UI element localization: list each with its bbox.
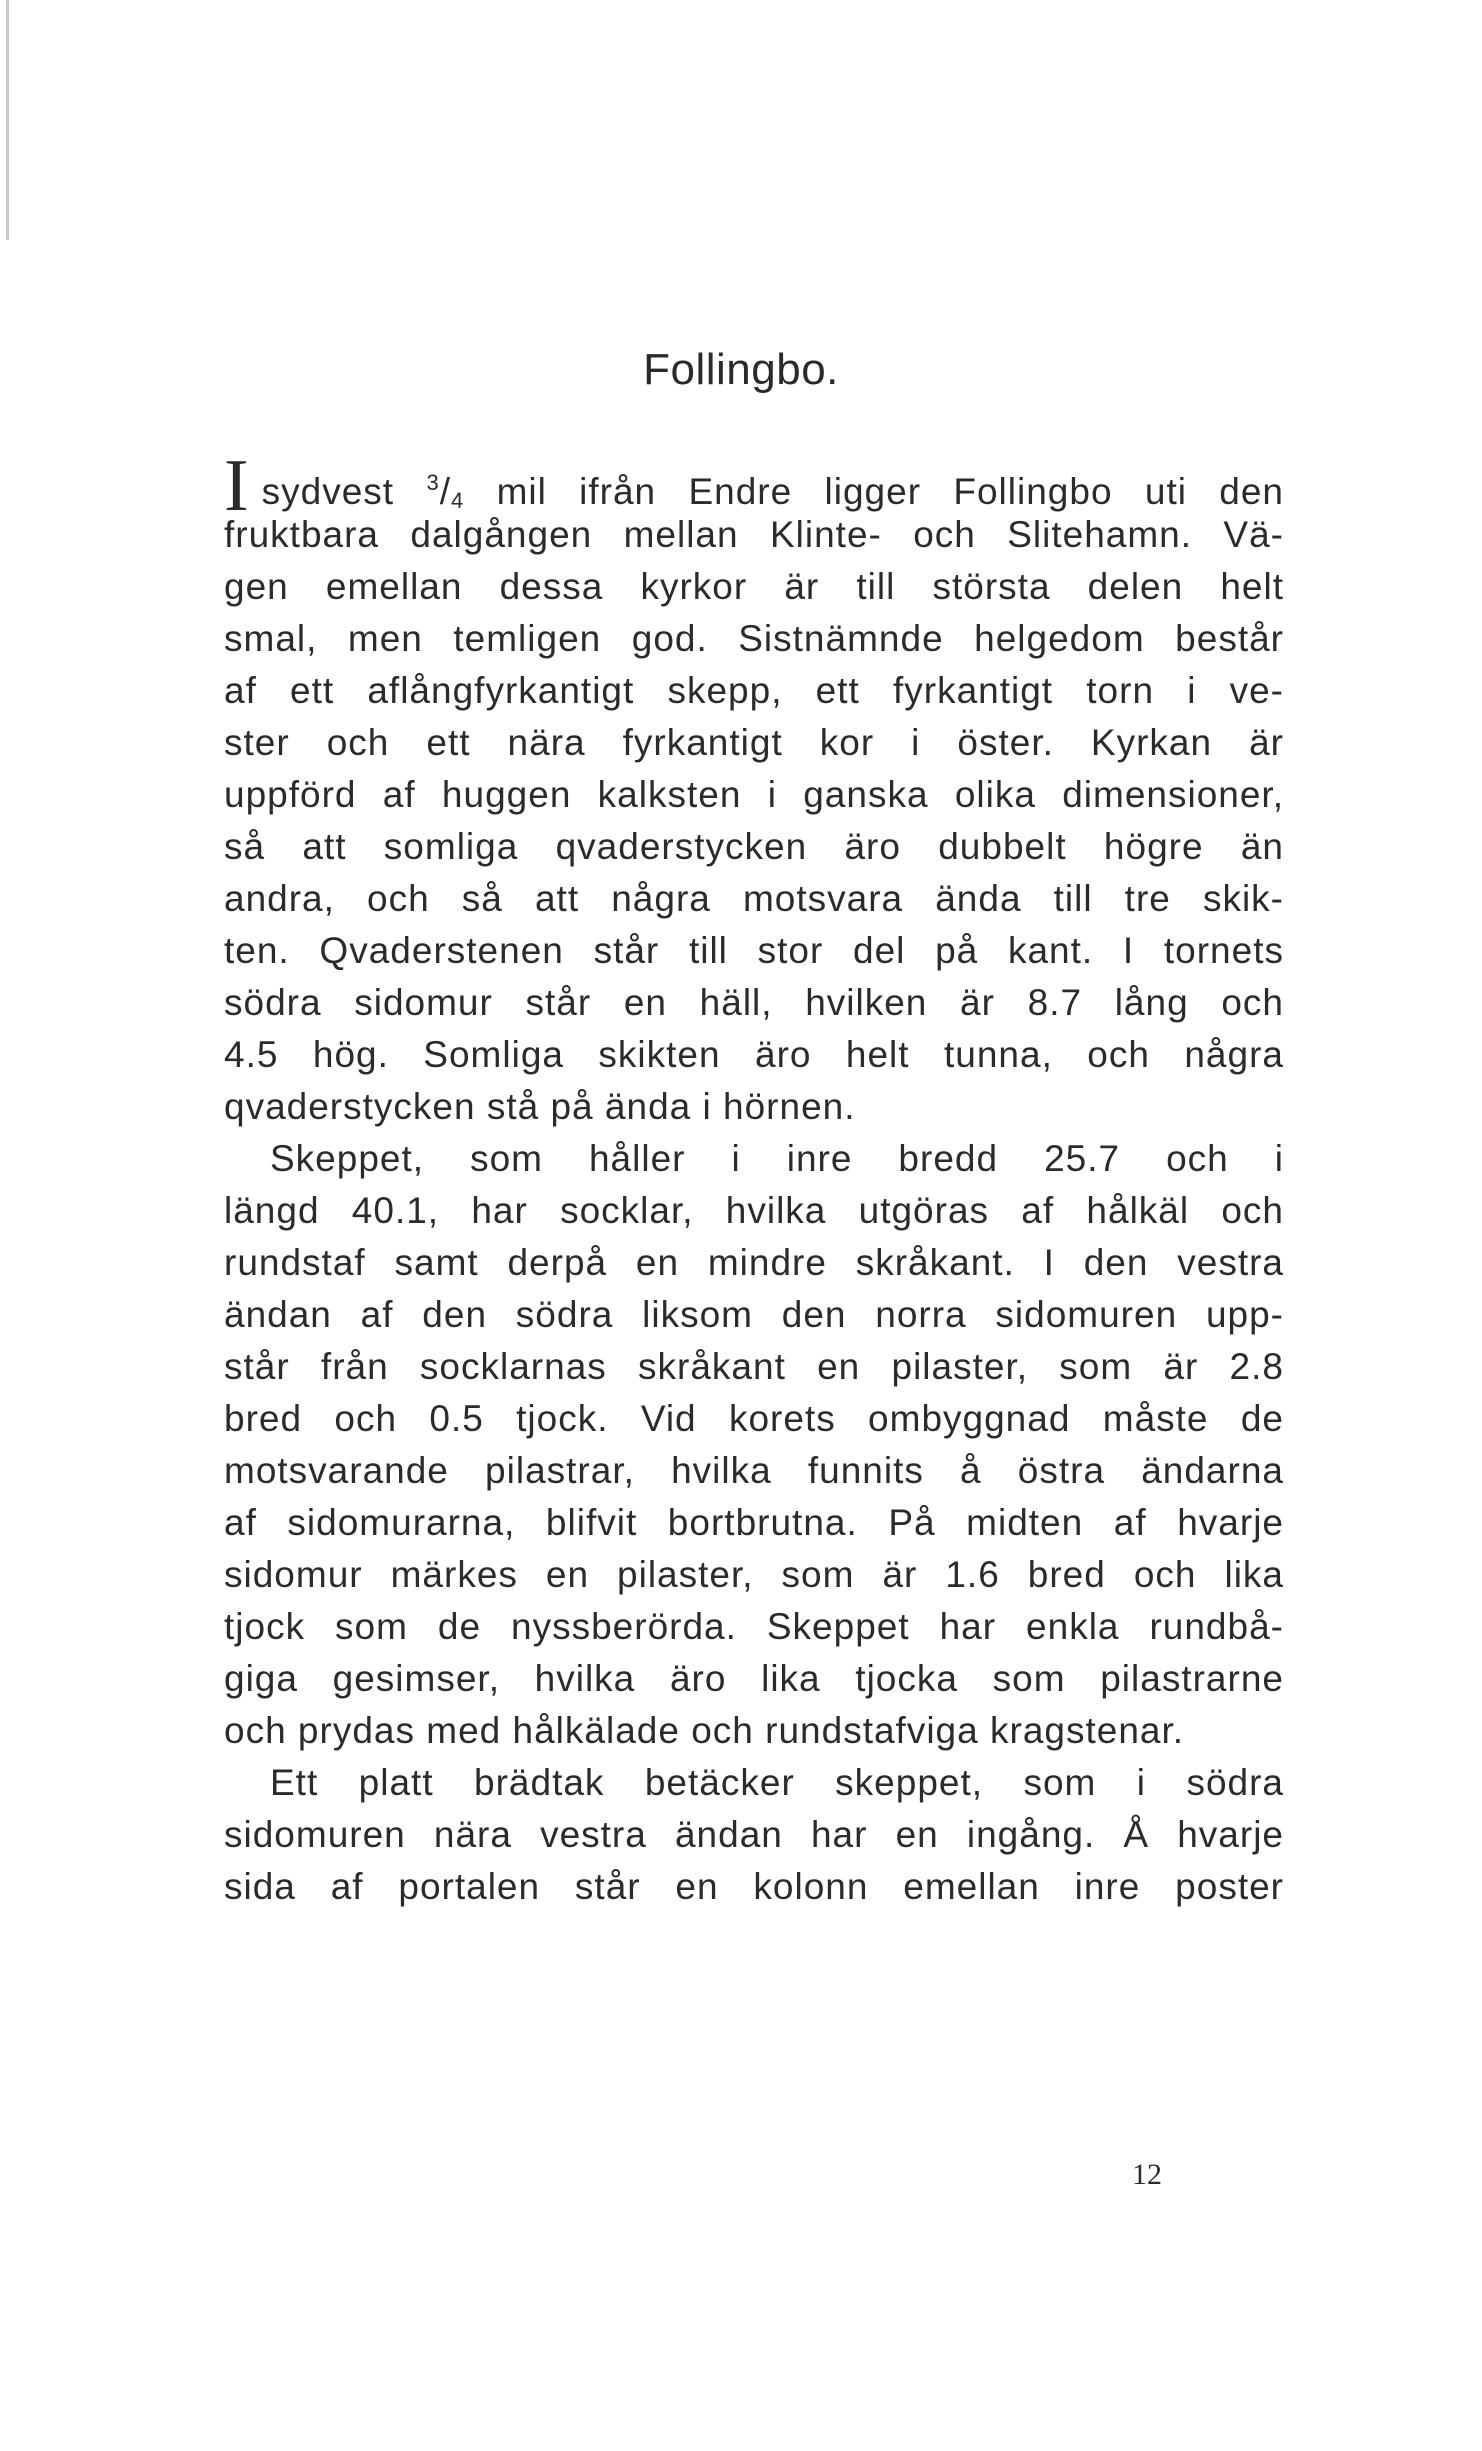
page-number: 12	[1132, 2158, 1162, 2191]
fraction-separator: /	[439, 471, 451, 512]
text-line: af ett aflångfyrkantigt skepp, ett fyrkantigt torn i ve-	[224, 670, 1284, 711]
text-line: rundstaf samt derpå en mindre skråkant. I den vestra	[224, 1242, 1284, 1283]
text-line: 4.5 hög. Somliga skikten äro helt tunna, och några	[224, 1034, 1284, 1075]
text-line: tjock som de nyssberörda. Skeppet har enkla rundbå-	[224, 1606, 1284, 1647]
text-line: står från socklarnas skråkant en pilaster, som är 2.8	[224, 1346, 1284, 1387]
text-line: Skeppet, som håller i inre bredd 25.7 och i	[270, 1138, 1284, 1179]
text-line	[224, 445, 1285, 527]
text-line: gen emellan dessa kyrkor är till största delen helt	[224, 566, 1284, 607]
fraction-denominator: 4	[450, 488, 465, 513]
text-line: bred och 0.5 tjock. Vid korets ombyggnad måste de	[224, 1398, 1284, 1439]
text-line: giga gesimser, hvilka äro lika tjocka som pilastrarne	[224, 1658, 1284, 1699]
text-line: uppförd af huggen kalksten i ganska olika dimensioner,	[224, 774, 1284, 815]
text-line: fruktbara dalgången mellan Klinte- och Slitehamn. Vä-	[224, 514, 1284, 555]
text-line: sidomur märkes en pilaster, som är 1.6 bred och lika	[224, 1554, 1284, 1595]
text-line: ster och ett nära fyrkantigt kor i öster. Kyrkan är	[224, 722, 1284, 763]
text-line: andra, och så att några motsvara ända till tre skik-	[224, 878, 1284, 919]
fraction	[426, 471, 464, 512]
page-edge-line	[6, 0, 9, 240]
text-segment: mil ifrån Endre ligger Follingbo uti den	[496, 471, 1285, 512]
page-title: Follingbo.	[643, 345, 839, 394]
text-line: motsvarande pilastrar, hvilka funnits å östra ändarna	[224, 1450, 1284, 1491]
text-line: qvaderstycken stå på ända i hörnen.	[224, 1086, 856, 1127]
text-line: så att somliga qvaderstycken äro dubbelt högre än	[224, 826, 1284, 867]
text-line: ten. Qvaderstenen står till stor del på kant. I tornets	[224, 930, 1284, 971]
text-line: sida af portalen står en kolonn emellan inre poster	[224, 1866, 1284, 1907]
text-line: södra sidomur står en häll, hvilken är 8.7 lång och	[224, 982, 1284, 1023]
text-segment: sydvest	[261, 471, 395, 512]
text-line: och prydas med hålkälade och rundstafviga kragstenar.	[224, 1710, 1185, 1751]
text-line: af sidomurarna, blifvit bortbrutna. På midten af hvarje	[224, 1502, 1284, 1543]
text-line: ändan af den södra liksom den norra sidomuren upp-	[224, 1294, 1284, 1335]
text-line: längd 40.1, har socklar, hvilka utgöras af hålkäl och	[224, 1190, 1284, 1231]
text-line: Ett platt brädtak betäcker skeppet, som i södra	[270, 1762, 1284, 1803]
text-line: smal, men temligen god. Sistnämnde helgedom består	[224, 618, 1284, 659]
drop-cap: I	[224, 445, 250, 527]
fraction-numerator: 3	[426, 470, 440, 495]
text-line: sidomuren nära vestra ändan har en ingång. Å hvarje	[224, 1814, 1284, 1855]
